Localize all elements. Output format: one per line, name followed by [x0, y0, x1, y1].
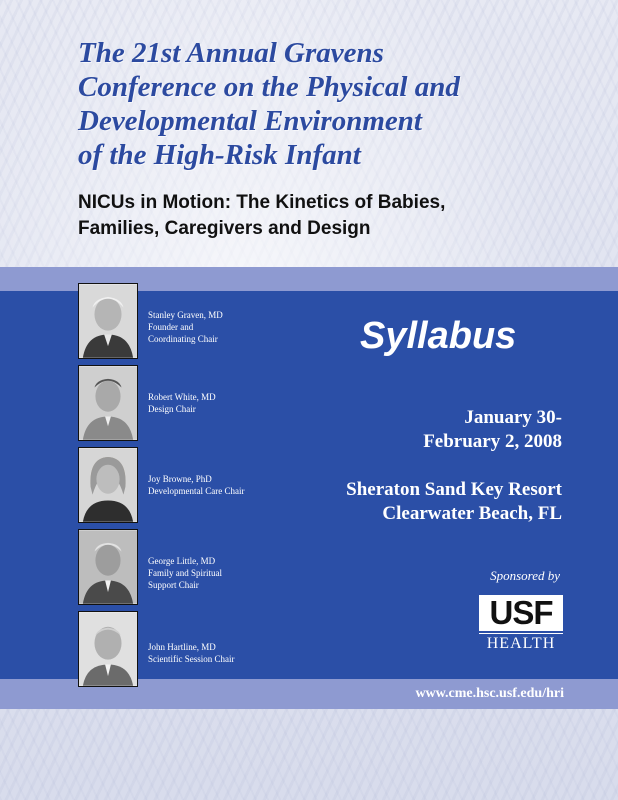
- conference-title: [78, 36, 598, 172]
- logo-usf-text: USF: [479, 595, 563, 631]
- title-line: The 21st Annual Gravens: [78, 37, 384, 69]
- title-line: Developmental Environment: [78, 105, 422, 137]
- date-line: February 2, 2008: [423, 431, 562, 452]
- chair-role: Founder and: [148, 322, 194, 332]
- chair-entry: [78, 365, 378, 445]
- chair-name: Robert White, MD: [148, 392, 216, 402]
- chair-role: Support Chair: [148, 580, 199, 590]
- chair-name: Joy Browne, PhD: [148, 474, 212, 484]
- title-line: Conference on the Physical and: [78, 71, 460, 103]
- portrait-icon: [79, 530, 137, 604]
- chair-role: Design Chair: [148, 404, 196, 414]
- venue-line: Sheraton Sand Key Resort: [346, 479, 562, 500]
- chair-entry: [78, 283, 378, 363]
- chair-role: Family and Spiritual: [148, 568, 222, 578]
- chair-role: Scientific Session Chair: [148, 654, 235, 664]
- subtitle-line: Families, Caregivers and Design: [78, 218, 371, 239]
- portrait-icon: [79, 284, 137, 358]
- subtitle-line: NICUs in Motion: The Kinetics of Babies,: [78, 192, 446, 213]
- chair-role: Developmental Care Chair: [148, 486, 245, 496]
- chair-entry: [78, 447, 378, 527]
- event-dates: [423, 406, 562, 454]
- portrait-photo: [78, 283, 138, 359]
- chair-name: John Hartline, MD: [148, 642, 216, 652]
- conference-subtitle: [78, 190, 598, 242]
- chair-name: Stanley Graven, MD: [148, 310, 223, 320]
- sponsored-by-label: Sponsored by: [490, 568, 560, 583]
- chair-role: Coordinating Chair: [148, 334, 218, 344]
- website-url: www.cme.hsc.usf.edu/hri: [415, 686, 564, 701]
- venue-line: Clearwater Beach, FL: [382, 503, 562, 524]
- title-line: of the High-Risk Infant: [78, 139, 361, 171]
- logo-health-text: HEALTH: [479, 633, 563, 654]
- portrait-photo: [78, 529, 138, 605]
- portrait-icon: [79, 366, 137, 440]
- portrait-photo: [78, 365, 138, 441]
- portrait-photo: [78, 447, 138, 523]
- portrait-icon: [79, 448, 137, 522]
- chair-entry: [78, 611, 378, 691]
- chair-name: George Little, MD: [148, 556, 216, 566]
- document-label: Syllabus: [360, 315, 517, 357]
- event-venue: [346, 478, 562, 526]
- chair-entry: [78, 529, 378, 609]
- usf-health-logo: [479, 595, 563, 655]
- portrait-icon: [79, 612, 137, 686]
- date-line: January 30-: [464, 407, 562, 428]
- portrait-photo: [78, 611, 138, 687]
